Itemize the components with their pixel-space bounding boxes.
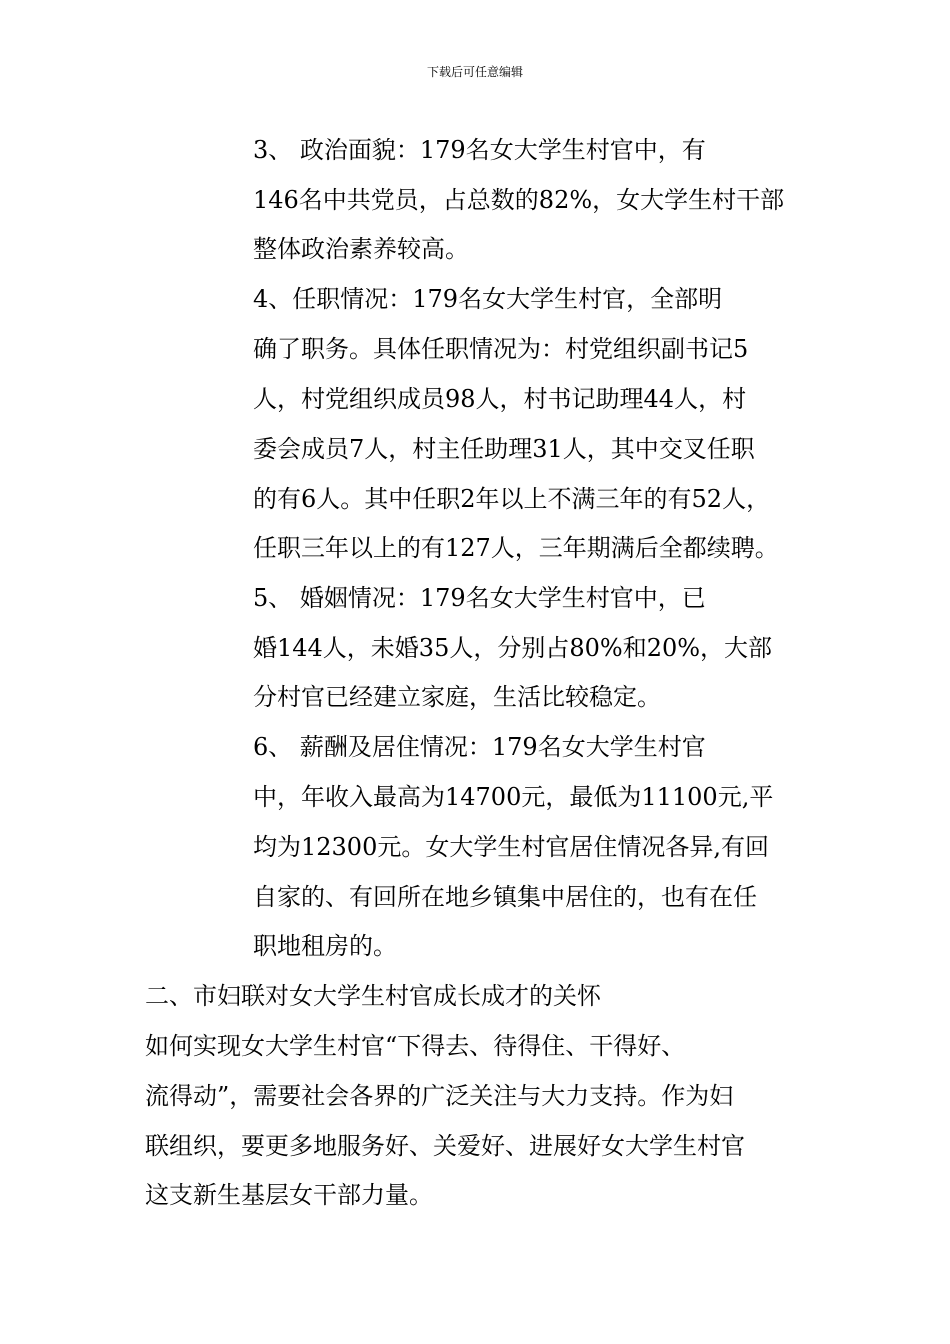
paragraph-line: 整体政治素养较高。	[253, 235, 469, 263]
paragraph-line: 职地租房的。	[253, 932, 397, 960]
paragraph-line: 5、 婚姻情况：179名女大学生村官中，已	[253, 584, 706, 612]
paragraph-line: 4、任职情况：179名女大学生村官，全部明	[253, 285, 723, 313]
paragraph-line: 的有6人。其中任职2年以上不满三年的有52人，	[253, 485, 771, 513]
paragraph-line: 人，村党组织成员98人，村书记助理44人，村	[253, 385, 747, 413]
paragraph-line: 如何实现女大学生村官“下得去、待得住、干得好、	[145, 1032, 686, 1060]
page-header: 下载后可任意编辑	[426, 65, 523, 79]
paragraph-line: 这支新生基层女干部力量。	[145, 1181, 433, 1209]
paragraph-line: 任职三年以上的有127人，三年期满后全都续聘。	[253, 534, 779, 562]
paragraph-line: 流得动”，需要社会各界的广泛关注与大力支持。作为妇	[145, 1082, 734, 1110]
paragraph-line: 均为12300元。女大学生村官居住情况各异,有回	[253, 833, 769, 861]
paragraph-line: 自家的、有回所在地乡镇集中居住的，也有在任	[253, 883, 757, 911]
paragraph-line: 联组织，要更多地服务好、关爱好、进展好女大学生村官	[145, 1132, 745, 1160]
paragraph-line: 3、 政治面貌：179名女大学生村官中，有	[253, 136, 706, 164]
paragraph-line: 6、 薪酬及居住情况：179名女大学生村官	[253, 733, 706, 761]
paragraph-line: 146名中共党员，占总数的82%，女大学生村干部	[253, 186, 785, 214]
paragraph-line: 中，年收入最高为14700元，最低为11100元,平	[253, 783, 774, 811]
paragraph-line: 分村官已经建立家庭，生活比较稳定。	[253, 683, 661, 711]
section-heading: 二、市妇联对女大学生村官成长成才的关怀	[145, 982, 601, 1010]
paragraph-line: 委会成员7人，村主任助理31人，其中交叉任职	[253, 435, 755, 463]
paragraph-line: 婚144人，未婚35人，分别占80%和20%，大部	[253, 634, 773, 662]
paragraph-line: 确了职务。具体任职情况为：村党组织副书记5	[253, 335, 749, 363]
